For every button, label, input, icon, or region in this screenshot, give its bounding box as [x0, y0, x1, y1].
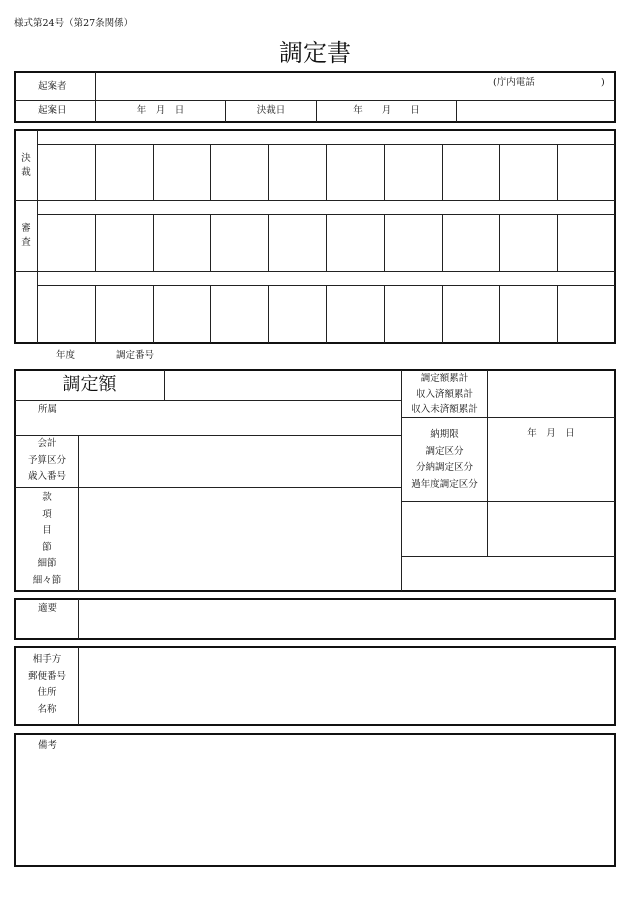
header-blank-field[interactable]: [457, 101, 614, 122]
decision-date-field[interactable]: 年 月 日: [353, 105, 420, 116]
cumulative-field[interactable]: [488, 371, 614, 417]
deadline-date-field[interactable]: 年 月 日: [527, 428, 575, 439]
amount-field[interactable]: [165, 371, 400, 400]
account-labels: 会計 予算区分 歳入番号: [27, 438, 66, 482]
right-cell-a[interactable]: [402, 502, 487, 556]
form-number: 様式第24号（第27条関係）: [14, 18, 134, 29]
fiscal-year-label: 年度: [56, 350, 76, 361]
right-cell-c[interactable]: [402, 557, 614, 591]
account-field[interactable]: [79, 436, 400, 487]
remarks-field[interactable]: [16, 755, 614, 865]
draft-date-field[interactable]: 年 月 日: [136, 105, 185, 116]
party-field[interactable]: [79, 647, 614, 725]
remarks-label: 備考: [38, 740, 58, 751]
summary-label: 適要: [38, 603, 58, 614]
right-cell-b[interactable]: [488, 502, 614, 556]
decision-date-label: 決裁日: [256, 105, 286, 116]
party-labels: 相手方 郵便番号 住所 名称: [27, 654, 66, 715]
amount-title: 調定額: [62, 374, 117, 395]
assessment-number-label: 調定番号: [116, 350, 155, 361]
summary-field[interactable]: [79, 599, 614, 639]
category-field[interactable]: [79, 488, 400, 591]
approval-label-decision: 決 裁: [21, 153, 31, 178]
phone-close: ): [601, 77, 605, 88]
approval-label-review: 審 査: [21, 223, 31, 248]
drafter-field[interactable]: [96, 72, 614, 100]
page-title: 調定書: [279, 39, 351, 67]
cumulative-labels: 調定額累計 収入済額累計 収入未済額累計: [411, 373, 478, 415]
phone-label: (庁内電話: [493, 77, 535, 88]
draft-date-label: 起案日: [38, 105, 67, 116]
drafter-label: 起案者: [38, 81, 67, 92]
deadline-labels: 納期限 調定区分 分納調定区分 過年度調定区分: [411, 429, 478, 490]
approval-box: [14, 129, 616, 344]
category-labels: 款 項 目 節 細節 細々節: [32, 492, 62, 586]
affiliation-label: 所属: [38, 404, 58, 415]
affiliation-field[interactable]: [80, 401, 400, 435]
